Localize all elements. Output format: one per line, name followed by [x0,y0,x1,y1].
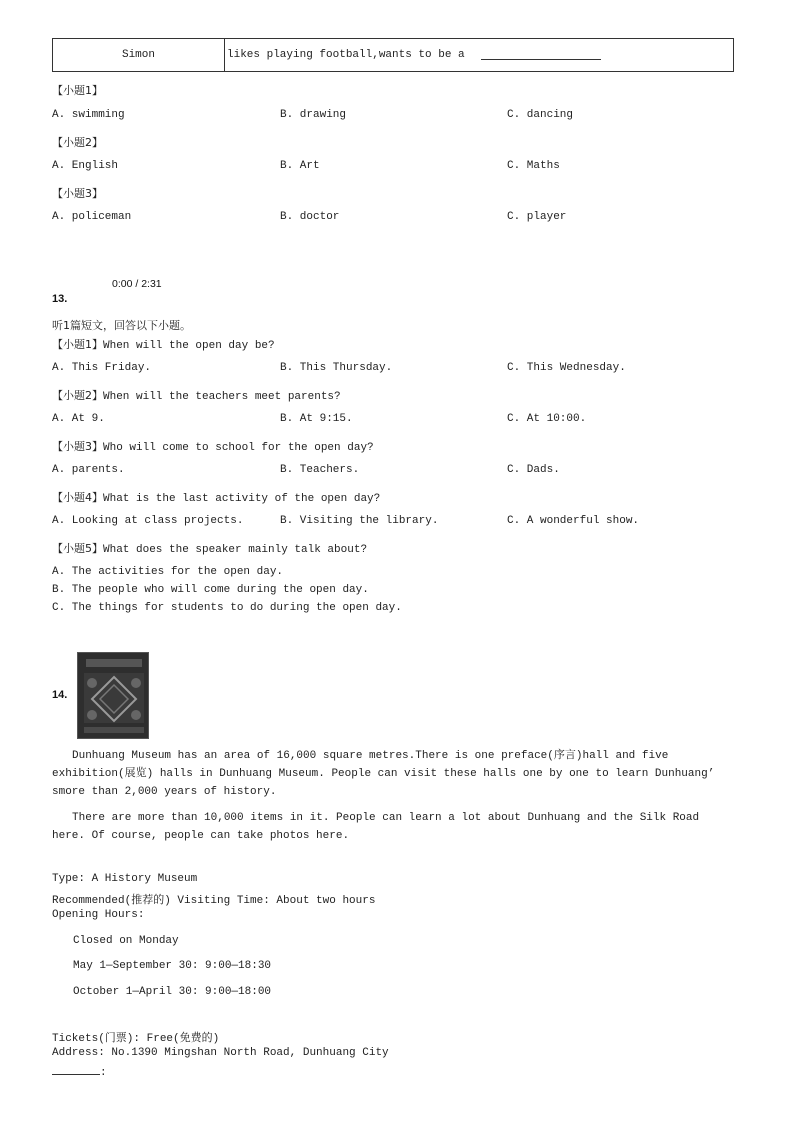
q12-sub3-option-a[interactable]: A. policeman [52,211,132,223]
museum-tickets: Tickets(门票): Free(免费的) [52,1033,220,1045]
q13-sub5-text: What does the speaker mainly talk about? [103,544,368,556]
museum-photo [77,652,149,739]
q13-sub3-option-b[interactable]: B. Teachers. [280,464,360,476]
q13-sub1-stem [52,336,275,352]
q13-sub5-stem [52,540,367,556]
q13-sub2-text: When will the teachers meet parents? [103,391,341,403]
q13-sub4-option-a[interactable]: A. Looking at class projects. [52,515,244,527]
museum-recommended-time: Recommended(推荐的) Visiting Time: About two hours [52,895,376,907]
q13-intro: 听1篇短文，回答以下小题。 [52,319,191,332]
q13-sub4-option-c[interactable]: C. A wonderful show. [507,515,640,527]
q12-sub2-option-c[interactable]: C. Maths [507,160,560,172]
last-line [52,1064,107,1079]
q13-sub2-tag: 【小题2】 [52,389,103,402]
q13-sub3-stem [52,438,374,454]
museum-summer-hours: May 1—September 30: 9:00—18:30 [73,960,272,972]
question-number-13: 13. [52,293,68,305]
q13-sub3-text: Who will come to school for the open day? [103,442,374,454]
q13-sub1-option-c[interactable]: C. This Wednesday. [507,362,626,374]
q13-sub3-option-a[interactable]: A. parents. [52,464,125,476]
q12-sub3-tag: 【小题3】 [52,187,103,200]
q12-sub1-tag: 【小题1】 [52,84,103,97]
table-description-text: likes playing football,wants to be a [227,49,465,61]
q12-sub1-option-b[interactable]: B. drawing [280,109,347,121]
q14-paragraph-2 [52,809,724,845]
q13-sub4-tag: 【小题4】 [52,491,103,504]
q13-sub2-option-c[interactable]: C. At 10:00. [507,413,587,425]
museum-opening-hours-label: Opening Hours: [52,909,145,921]
q13-sub2-option-b[interactable]: B. At 9:15. [280,413,353,425]
q13-sub1-text: When will the open day be? [103,340,275,352]
question-number-14: 14. [52,689,68,701]
table-cell-name: Simon [53,39,225,71]
q14-paragraph-1-text: Dunhuang Museum has an area of 16,000 square metres.There is one preface(序言)hall and five exhibition(展览) halls in Dunhuang Museum. People can visit these halls one by one to learn Dunhuang’ smore than 2,000 years of history. [52,750,715,798]
q13-sub1-option-a[interactable]: A. This Friday. [52,362,152,374]
museum-closed-day: Closed on Monday [73,935,179,947]
audio-time[interactable]: 0:00 / 2:31 [112,278,162,290]
q13-sub5-option-a[interactable]: A. The activities for the open day. [52,566,284,578]
museum-photo-graphic [78,653,149,739]
q13-sub3-option-c[interactable]: C. Dads. [507,464,560,476]
q12-sub2-option-a[interactable]: A. English [52,160,119,172]
answer-blank[interactable] [481,51,601,60]
q12-sub3-option-c[interactable]: C. player [507,211,567,223]
q13-sub3-tag: 【小题3】 [52,440,103,453]
last-line-suffix: : [100,1067,107,1079]
q13-sub2-option-a[interactable]: A. At 9. [52,413,105,425]
q13-sub2-stem [52,387,341,403]
q13-sub5-option-b[interactable]: B. The people who will come during the open day. [52,584,369,596]
museum-address: Address: No.1390 Mingshan North Road, Dunhuang City [52,1047,389,1059]
q13-sub1-tag: 【小题1】 [52,338,103,351]
q12-sub1-option-a[interactable]: A. swimming [52,109,125,121]
q12-sub3-option-b[interactable]: B. doctor [280,211,340,223]
q14-paragraph-2-text: There are more than 10,000 items in it. People can learn a lot about Dunhuang and the Silk Road here. Of course, people can take photos here. [52,812,700,842]
q13-sub5-option-c[interactable]: C. The things for students to do during the open day. [52,602,402,614]
answer-blank-2[interactable] [52,1064,100,1075]
museum-winter-hours: October 1—April 30: 9:00—18:00 [73,986,272,998]
q13-sub4-text: What is the last activity of the open day? [103,493,381,505]
answer-table [52,38,734,72]
q12-sub2-option-b[interactable]: B. Art [280,160,320,172]
q14-paragraph-1 [52,747,724,801]
q12-sub1-option-c[interactable]: C. dancing [507,109,574,121]
table-cell-description [225,39,733,71]
q12-sub2-tag: 【小题2】 [52,136,103,149]
q13-sub1-option-b[interactable]: B. This Thursday. [280,362,393,374]
q13-sub5-tag: 【小题5】 [52,542,103,555]
museum-type: Type: A History Museum [52,873,198,885]
q13-sub4-option-b[interactable]: B. Visiting the library. [280,515,439,527]
q13-sub4-stem [52,489,380,505]
